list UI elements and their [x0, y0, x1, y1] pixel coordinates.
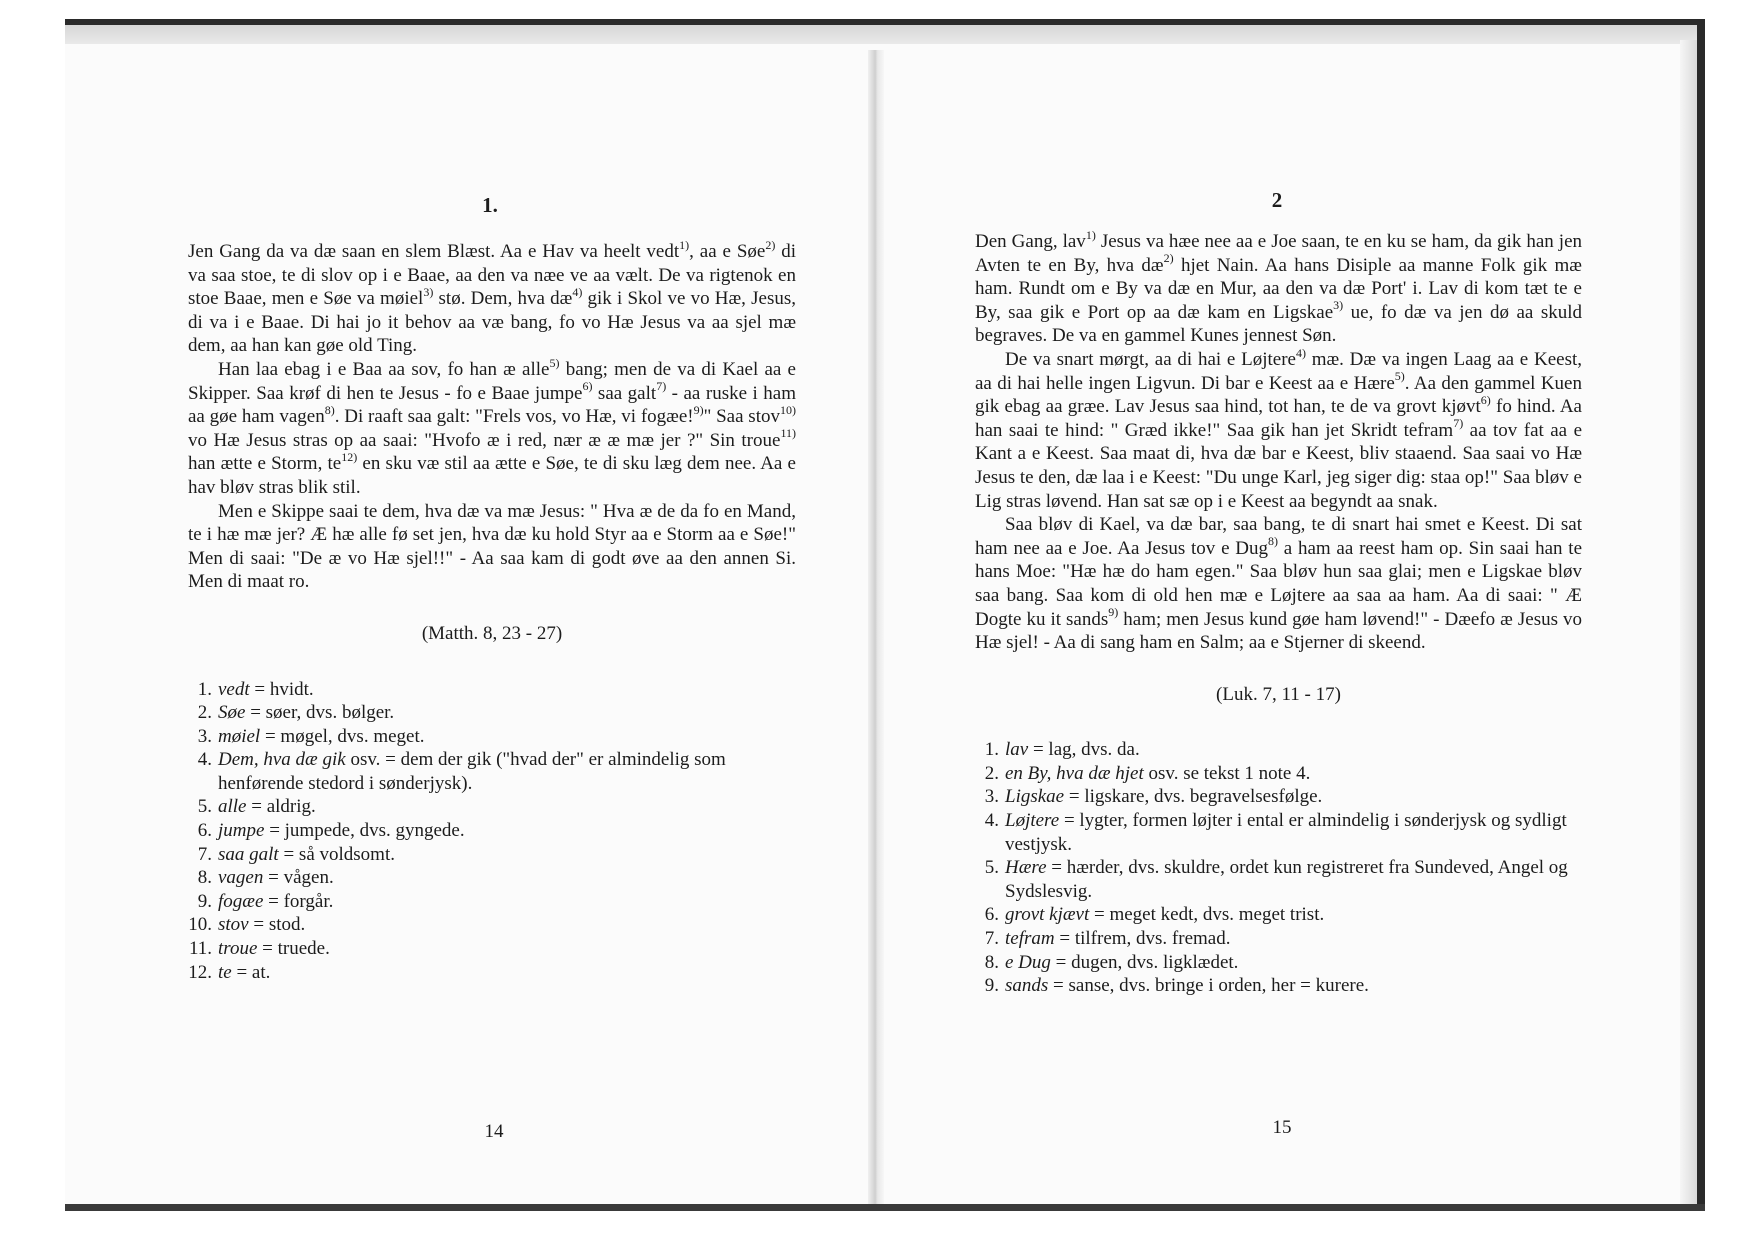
footnote	[188, 913, 796, 937]
footnote-term: en By, hva dæ hjet	[1005, 762, 1144, 784]
paragraph: Saa bløv di Kael, va dæ bar, saa bang, te di snart hai smet e Keest. Di sat ham nee aa e Joe. Aa Jesus tov e Dug$^{8)}$ a ham aa reest ham op. Sin saai han te hans Moe: "Hæ hæ do ham egen." Saa bløv hun saa glai; men e Ligskae bløv saa bang. Saa kom di old hen mæ e Løjtere aa saa aa ham. Aa di saai: " Æ Dogte ku it sands$^{9)}$ ham; men Jesus kund gøe ham løvend!" - Dæefo æ Jesus vo Hæ sjel! - Aa di sang ham en Salm; aa e Stjerner di skeend.	[975, 514, 1583, 654]
footnote-marker: 2)	[1163, 251, 1174, 266]
footnote	[975, 951, 1582, 975]
footnote	[188, 701, 796, 725]
footnote-definition: = ligskare, dvs. begravelsesfølge.	[1064, 786, 1323, 808]
scan-border-right	[1697, 19, 1705, 1211]
footnote-number: 4.	[984, 810, 999, 832]
footnote-marker: 4)	[1295, 345, 1306, 360]
footnote-definition: osv. se tekst 1 note 4.	[1143, 762, 1311, 784]
footnote	[975, 903, 1582, 927]
right-page	[975, 227, 1583, 998]
footnote-term: saa galt	[218, 843, 279, 865]
footnote	[975, 856, 1582, 903]
footnote-number: 3.	[984, 786, 999, 808]
footnote	[188, 819, 796, 843]
page-edge	[1680, 40, 1697, 1208]
footnote-marker: 3)	[423, 284, 434, 299]
footnote-definition: = dugen, dvs. ligklædet.	[1050, 951, 1239, 973]
footnote-number: 11.	[188, 938, 212, 960]
footnote	[975, 785, 1582, 809]
footnote-term: vagen	[218, 867, 264, 889]
footnote-marker: 5)	[1394, 369, 1405, 384]
footnote	[188, 937, 796, 961]
footnote-number: 3.	[197, 725, 212, 747]
footnote-marker: 10)	[779, 402, 796, 417]
footnote-number: 4.	[197, 749, 212, 771]
footnote-number: 7.	[197, 843, 212, 865]
paragraph: Han laa ebag i e Baa aa sov, fo han æ alle$^{5)}$ bang; men de va di Kael aa e Skipper. Saa krøf di hen te Jesus - fo e Baae jumpe$^{6)}$ saa galt$^{7)}$ - aa ruske i ham aa gøe ham vagen$^{8)}$. Di raaft saa galt: "Frels vos, vo Hæ, vi fogæe!$^{9)}$" Saa stov$^{10)}$ vo Hæ Jesus stras op aa saai: "Hvofo æ i red, nær æ æ mæ jer ?" Sin troue$^{11)}$ han ætte e Storm, $te^{12)}$ en sku væ stil aa ætte e Søe, te di sku læg dem nee. Aa e hav bløv stras blik stil.	[188, 355, 796, 498]
footnote-number: 12.	[188, 961, 212, 983]
footnote-marker: 3)	[1333, 298, 1344, 313]
footnote	[188, 843, 796, 867]
footnote-definition: = stod.	[248, 914, 306, 936]
footnote-definition: = truede.	[257, 938, 330, 960]
footnote-marker: 1)	[1085, 227, 1096, 242]
footnote-definition: = aldrig.	[246, 796, 316, 818]
footnote-number: 2.	[984, 762, 999, 784]
footnote-number: 1.	[197, 678, 212, 700]
footnote	[188, 748, 796, 795]
footnote-term: Dem, hva dæ gik	[218, 749, 346, 771]
footnote-marker: 11)	[780, 426, 796, 441]
footnote	[975, 927, 1582, 951]
footnote-term: troue	[218, 938, 258, 960]
footnote-number: 8.	[197, 867, 212, 889]
footnote-marker: 5)	[549, 355, 560, 370]
footnote-definition: osv. = dem der gik ("hvad der" er almindelig som henførende stedord i sønderjysk).	[218, 749, 726, 794]
footnote-marker: 9)	[1108, 605, 1119, 620]
footnote-number: 1.	[984, 739, 999, 761]
footnote-term: møiel	[218, 725, 261, 747]
footnote-term: stov	[218, 914, 249, 936]
footnote-marker: 6)	[1480, 392, 1491, 407]
footnote	[975, 974, 1582, 998]
right-page-title: 2	[1271, 188, 1283, 212]
footnote-number: 6.	[984, 904, 999, 926]
footnote-term: e Dug	[1005, 951, 1051, 973]
footnote	[975, 809, 1582, 856]
left-page-reference: (Matth. 8, 23 - 27)	[421, 622, 563, 644]
footnote-definition: = lygter, formen løjter i ental er almindelig i sønderjysk og sydligt vestjysk.	[1005, 810, 1567, 855]
footnote-marker: 4)	[572, 284, 583, 299]
footnote-marker: 9)	[693, 402, 704, 417]
right-page-reference: (Luk. 7, 11 - 17)	[1216, 683, 1341, 705]
footnote-term: grovt kjævt	[1005, 904, 1090, 926]
footnote-marker: 8)	[1268, 534, 1278, 549]
footnote-term: alle	[218, 796, 247, 818]
footnote-number: 10.	[188, 914, 212, 936]
footnote-term: Hære	[1005, 857, 1047, 879]
right-page-notes	[975, 738, 1582, 998]
footnote-marker: 2)	[765, 237, 776, 252]
footnote-number: 8.	[984, 951, 999, 973]
footnote-term: tefram	[1005, 928, 1055, 950]
footnote-term: Løjtere	[1005, 810, 1060, 832]
right-page-body	[975, 227, 1583, 655]
footnote	[188, 678, 796, 702]
footnote-definition: = hvidt.	[249, 678, 314, 700]
footnote	[188, 725, 796, 749]
left-page-notes	[188, 678, 796, 985]
footnote	[188, 961, 796, 985]
right-page-number: 15	[1272, 1117, 1292, 1138]
footnote-definition: = søer, dvs. bølger.	[245, 702, 395, 724]
book-gutter	[868, 50, 884, 1210]
footnote-definition: = forgår.	[263, 890, 334, 912]
footnote-term: lav	[1005, 739, 1029, 761]
left-page-body	[188, 237, 796, 594]
footnote-definition: = jumpede, dvs. gyngede.	[264, 820, 465, 842]
footnote-number: 5.	[197, 796, 212, 818]
footnote-term: jumpe	[218, 820, 265, 842]
footnote-definition: = møgel, dvs. meget.	[260, 725, 425, 747]
footnote-marker: 7)	[656, 379, 667, 394]
footnote-number: 5.	[984, 857, 999, 879]
footnote-marker: 8)	[324, 402, 335, 417]
scan-border-top	[65, 19, 1705, 25]
footnote	[975, 738, 1582, 762]
footnote	[188, 866, 796, 890]
footnote-marker: 6)	[582, 379, 593, 394]
footnote-term: te	[218, 961, 232, 983]
footnote-term: vedt	[218, 678, 250, 700]
footnote-term: Søe	[218, 702, 246, 724]
footnote-number: 7.	[984, 928, 999, 950]
paragraph: Jen Gang da va dæ saan en slem Blæst. Aa e Hav va heelt vedt$^{1)}$, aa e Søe$^{2)}$ di va saa stoe, te di slov op i e Baae, aa den va næe ve aa vælt. De va rigtenok en stoe Baae, men e Søe va møiel$^{3)}$ stø. Dem, hva $dæ^{4)}$ gik i Skol ve vo Hæ, Jesus, di va i e Baae. Di hai jo it behov aa væ bang, fo vo Hæ Jesus va aa sjel mæ dem, aa han kan gøe old Ting.	[188, 237, 796, 357]
footnote-definition: = vågen.	[263, 867, 334, 889]
footnote	[188, 890, 796, 914]
left-page	[188, 237, 796, 984]
footnote-number: 9.	[197, 890, 212, 912]
footnote-term: fogæe	[218, 890, 264, 912]
footnote-definition: = lag, dvs. da.	[1028, 739, 1140, 761]
footnote-definition: = tilfrem, dvs. fremad.	[1054, 928, 1231, 950]
footnote-marker: 12)	[341, 450, 358, 465]
footnote-definition: = meget kedt, dvs. meget trist.	[1089, 904, 1325, 926]
footnote-term: Ligskae	[1005, 786, 1065, 808]
footnote-number: 6.	[197, 820, 212, 842]
footnote-marker: 1)	[679, 237, 690, 252]
footnote-marker: 7)	[1453, 416, 1464, 431]
paragraph: Men e Skippe saai te dem, hva dæ va mæ Jesus: " Hva æ de da fo en Mand, te i hæ mæ jer? Æ hæ alle fø set jen, hva dæ ku hold Styr aa e Storm aa e Søe!" Men di saai: "De æ vo Hæ sjel!!" - Aa saa kam di godt øve aa den annen Si. Men di maat ro.	[188, 500, 796, 593]
left-page-title: 1.	[482, 193, 498, 217]
footnote-definition: = sanse, dvs. bringe i orden, her = kurere.	[1048, 975, 1369, 997]
footnote-number: 9.	[984, 975, 999, 997]
footnote-term: sands	[1005, 975, 1049, 997]
left-page-number: 14	[484, 1121, 504, 1142]
footnote	[975, 762, 1582, 786]
paragraph: Den Gang, lav$^{1)}$ Jesus va hæe nee aa e Joe saan, te en ku se ham, da gik han jen Avten te en By, hva $dæ^{2)}$ hjet Nain. Aa hans Disiple aa manne Folk gik mæ ham. Rundt om e By va dæ en Mur, aa den va dæ Port' i. Lav di kom tæt te e By, saa gik e Port op aa dæ kam en Ligskae$^{3)}$ ue, fo dæ va jen dø aa skuld begraves. De va en gammel Kunes jennest Søn.	[975, 227, 1582, 347]
footnote-number: 2.	[197, 702, 212, 724]
scan-border-bottom	[65, 1204, 1705, 1211]
paragraph: De va snart mørgt, aa di hai e Løjtere$^{4)}$ mæ. Dæ va ingen Laag aa e Keest, aa di hai helle ingen Ligvun. Di bar e Keest aa e Hære$^{5)}$. Aa den gammel Kuen gik ebag aa græe. Lav Jesus saa hind, tot han, te de va grovt kjøvt$^{6)}$ fo hind. Aa han saai te hind: " Græd ikke!" Saa gik han jet Skridt tefram$^{7)}$ aa tov fat aa e Kant a e Keest. Saa maat di, hva dæ bar e Keest, bliv staaend. Saa saai vo Hæ Jesus te den, dæ laa i e Keest: "Du unge Karl, jeg siger dig: staa op!" Saa bløv e Lig stras løvend. Han sat sæ op i e Keest aa begyndt aa snak.	[975, 345, 1583, 512]
footnote	[188, 795, 796, 819]
footnote-definition: = at.	[231, 961, 271, 983]
footnote-definition: = hærder, dvs. skuldre, ordet kun registreret fra Sundeved, Angel og Sydslesvig.	[1005, 857, 1568, 902]
footnote-definition: = så voldsomt.	[278, 843, 395, 865]
